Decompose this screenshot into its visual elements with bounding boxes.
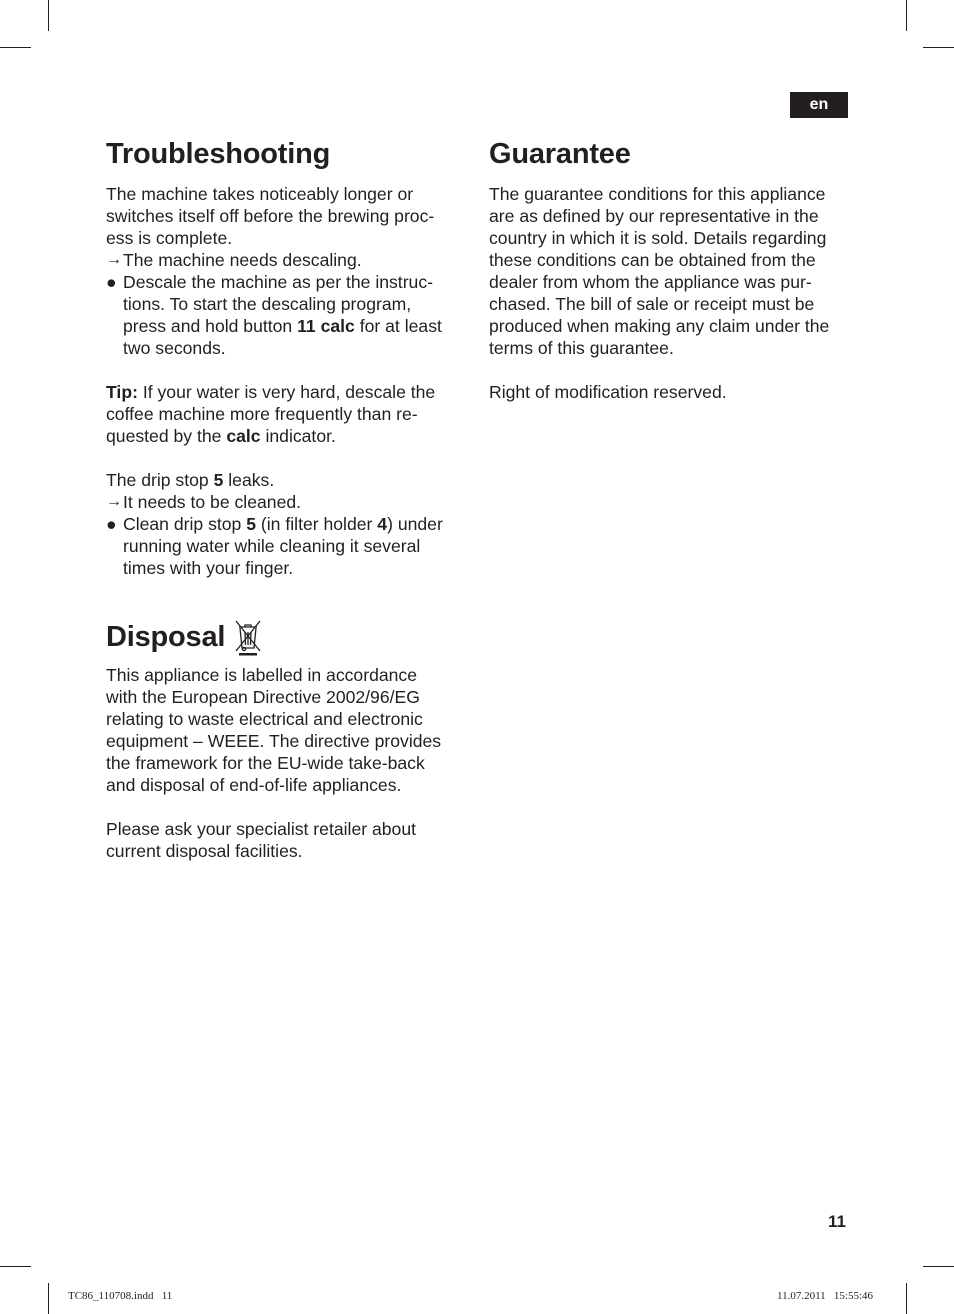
tip-text: indicator. <box>260 426 336 446</box>
disposal-paragraph-2 <box>106 818 466 862</box>
disposal-line: Please ask your specialist retailer about <box>106 819 417 839</box>
problem-line: ess is complete. <box>106 228 233 248</box>
cause-text: The machine needs descaling. <box>123 250 362 270</box>
tip-text: quested by the <box>106 426 227 446</box>
crop-mark <box>48 0 49 31</box>
right-column <box>489 136 854 403</box>
remedy-line <box>123 513 443 535</box>
problem-line <box>106 469 466 491</box>
guarantee-line: are as defined by our representative in the <box>489 206 819 226</box>
tip-label: Tip: <box>106 382 138 402</box>
remedy-item <box>106 271 466 359</box>
guarantee-line: The guarantee conditions for this appliance <box>489 184 826 204</box>
cause-text: It needs to be cleaned. <box>123 492 302 512</box>
tip-line <box>106 381 466 403</box>
tip-paragraph <box>106 381 466 447</box>
arrow-right-icon: → <box>106 493 122 510</box>
troubleshooting-heading: Troubleshooting <box>106 138 331 170</box>
disposal-line: the framework for the EU-wide take-back <box>106 753 425 773</box>
bullet-icon: ● <box>106 514 117 534</box>
crop-mark <box>48 1283 49 1314</box>
guarantee-line: produced when making any claim under the <box>489 316 830 336</box>
arrow-right-icon: → <box>106 251 122 268</box>
modification-note: Right of modification reserved. <box>489 382 727 402</box>
problem-slow-brewing <box>106 183 466 359</box>
disposal-line: relating to waste electrical and electronic <box>106 709 423 729</box>
problem-text: The drip stop <box>106 470 214 490</box>
crop-mark <box>0 1266 31 1267</box>
part-reference: 5 <box>246 514 257 534</box>
remedy-line: Descale the machine as per the instruc- <box>123 272 433 292</box>
remedy-text: ) under <box>387 514 443 534</box>
cause-line <box>106 491 466 513</box>
problem-text: leaks. <box>223 470 275 490</box>
part-reference: 5 <box>213 470 224 490</box>
print-slug-file: TC86_110708.indd 11 <box>68 1290 173 1302</box>
disposal-line: equipment – WEEE. The directive provides <box>106 731 442 751</box>
crop-mark <box>923 47 954 48</box>
left-column <box>106 136 466 862</box>
tip-line: coffee machine more frequently than re- <box>106 404 418 424</box>
guarantee-line: country in which it is sold. Details regarding <box>489 228 827 248</box>
remedy-text: (in filter holder <box>256 514 378 534</box>
cause-line <box>106 249 466 271</box>
crossed-out-wheelie-bin-icon <box>233 618 263 656</box>
remedy-line <box>123 315 442 337</box>
remedy-line: times with your finger. <box>123 558 294 578</box>
print-slug-timestamp: 11.07.2011 15:55:46 <box>777 1290 874 1302</box>
guarantee-line: these conditions can be obtained from the <box>489 250 816 270</box>
remedy-text: Clean drip stop <box>123 514 247 534</box>
disposal-paragraph-1 <box>106 664 466 796</box>
remedy-text: press and hold button <box>123 316 298 336</box>
disposal-line: current disposal facilities. <box>106 841 303 861</box>
problem-line: switches itself off before the brewing proc- <box>106 206 435 226</box>
page-number: 11 <box>828 1212 846 1231</box>
bullet-icon: ● <box>106 272 117 292</box>
problem-drip-stop <box>106 469 466 579</box>
disposal-line: and disposal of end-of-life appliances. <box>106 775 402 795</box>
remedy-item <box>106 513 466 579</box>
remedy-line: two seconds. <box>123 338 226 358</box>
crop-mark <box>906 1283 907 1314</box>
remedy-text: for at least <box>354 316 442 336</box>
tip-text: If your water is very hard, descale the <box>137 382 436 402</box>
part-reference: 4 <box>377 514 388 534</box>
problem-line: The machine takes noticeably longer or <box>106 184 414 204</box>
language-badge: en <box>790 92 848 118</box>
crop-mark <box>0 47 31 48</box>
remedy-line: tions. To start the descaling program, <box>123 294 412 314</box>
calc-reference: calc <box>226 426 261 446</box>
guarantee-heading: Guarantee <box>489 138 631 170</box>
guarantee-line: dealer from whom the appliance was pur- <box>489 272 812 292</box>
crop-mark <box>906 0 907 31</box>
guarantee-line: terms of this guarantee. <box>489 338 674 358</box>
guarantee-paragraph <box>489 183 854 359</box>
button-reference: 11 calc <box>297 316 355 336</box>
disposal-line: This appliance is labelled in accordance <box>106 665 418 685</box>
disposal-heading: Disposal <box>106 621 226 653</box>
disposal-header <box>106 618 466 656</box>
remedy-line: running water while cleaning it several <box>123 536 421 556</box>
tip-line <box>106 425 466 447</box>
crop-mark <box>923 1266 954 1267</box>
guarantee-line: chased. The bill of sale or receipt must be <box>489 294 815 314</box>
disposal-line: with the European Directive 2002/96/EG <box>106 687 420 707</box>
